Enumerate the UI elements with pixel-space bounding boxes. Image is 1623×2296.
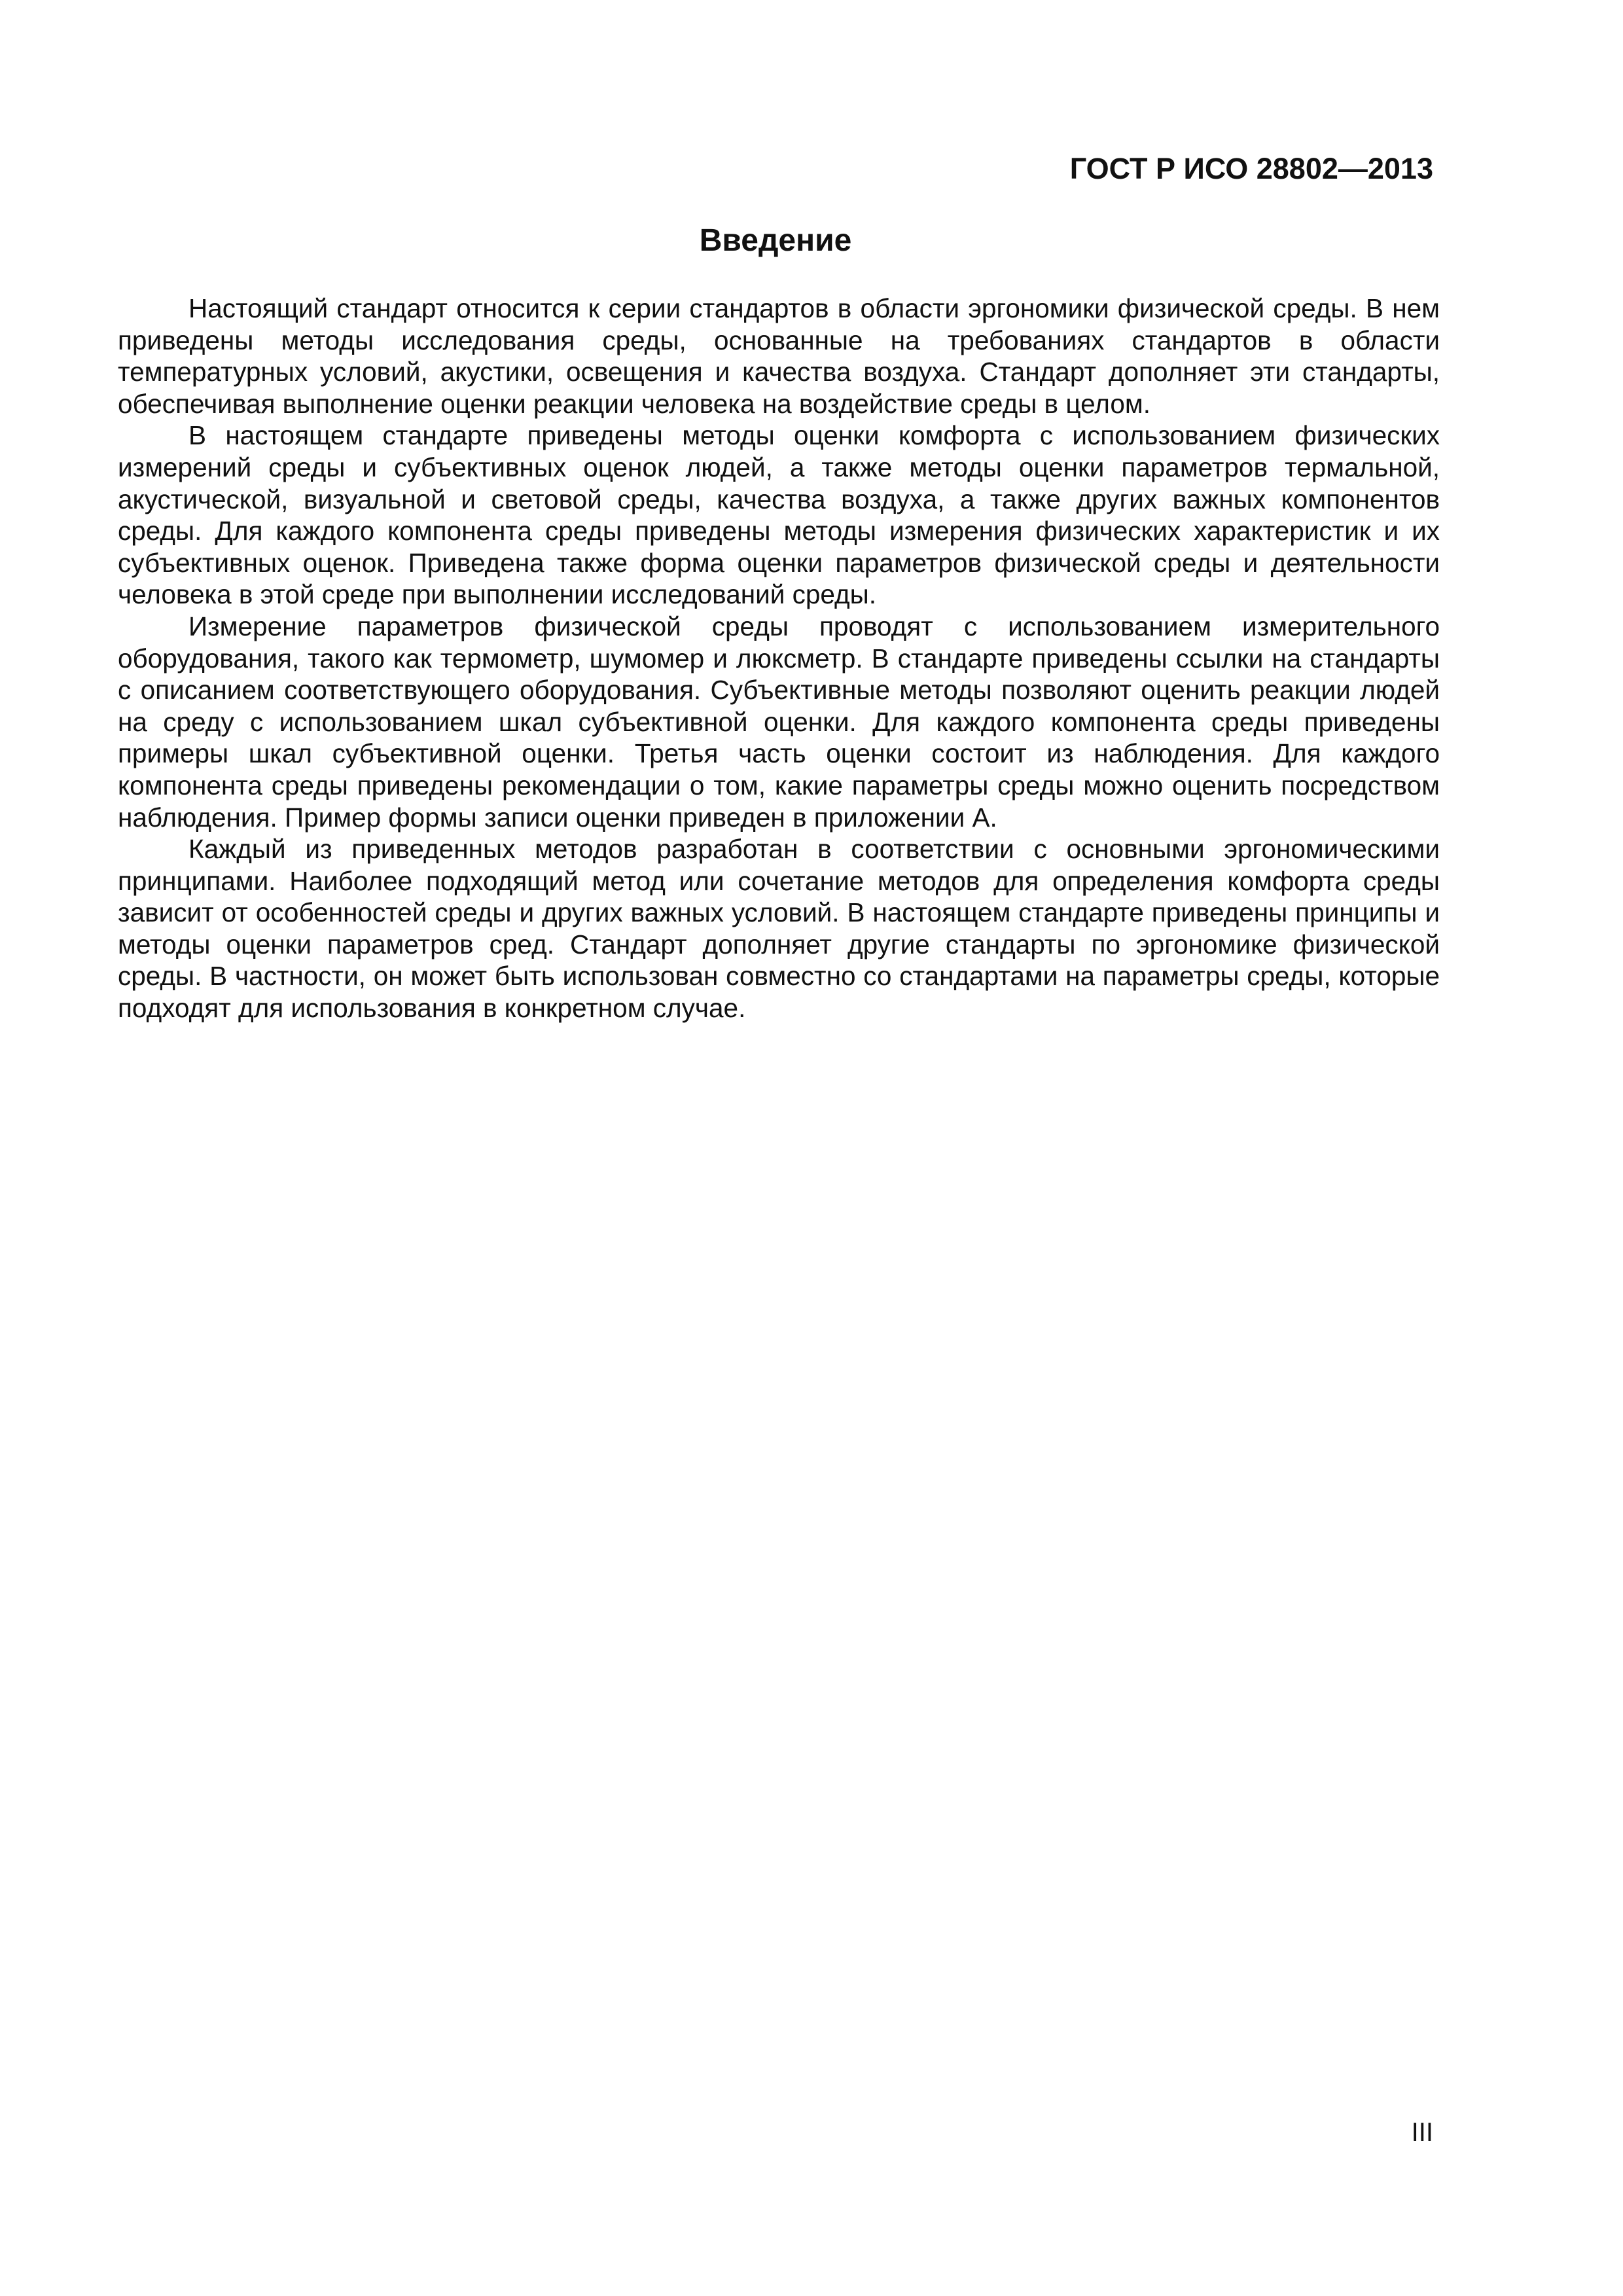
paragraph: В настоящем стандарте приведены методы оценки комфорта с использованием физических измерений среды и субъективных оценок людей, а также методы оценки параметров термальной, акустической, визуальной и световой среды, качества воздуха, а также других важных компонентов среды. Для каждого компонента среды приведены методы измерения физических характеристик и их субъективных оценок. Приведена также форма оценки параметров физической среды и деятельности человека в этой среде при выполнении исследований среды. (118, 420, 1440, 610)
standard-code-header: ГОСТ Р ИСО 28802—2013 (1069, 152, 1433, 185)
section-title: Введение (699, 223, 852, 258)
paragraph: Измерение параметров физической среды проводят с использованием измерительного оборудования, такого как термометр, шумомер и люксметр. В стандарте приведены ссылки на стандарты с описанием соответствующего оборудования. Субъективные методы позволяют оценить реакции людей на среду с использованием шкал субъективной оценки. Для каждого компонента среды приведены примеры шкал субъективной оценки. Третья часть оценки состоит из наблюдения. Для каждого компонента среды приведены рекомендации о том, какие параметры среды можно оценить посредством наблюдения. Пример формы записи оценки приведен в приложении А. (118, 611, 1440, 833)
paragraph: Каждый из приведенных методов разработан в соответствии с основными эргономическими принципами. Наиболее подходящий метод или сочетание методов для определения комфорта среды зависит от особенностей среды и других важных условий. В настоящем стандарте приведены принципы и методы оценки параметров сред. Стандарт дополняет другие стандарты по эргономике физической среды. В частности, он может быть использован совместно со стандартами на параметры среды, которые подходят для использования в конкретном случае. (118, 834, 1440, 1024)
page-number: III (1411, 2118, 1433, 2147)
paragraph: Настоящий стандарт относится к серии стандартов в области эргономики физической среды. В нем приведены методы исследования среды, основанные на требованиях стандартов в области температурных условий, акустики, освещения и качества воздуха. Стандарт дополняет эти стандарты, обеспечивая выполнение оценки реакции человека на воздействие среды в целом. (118, 293, 1440, 419)
body-text (118, 293, 1440, 1024)
